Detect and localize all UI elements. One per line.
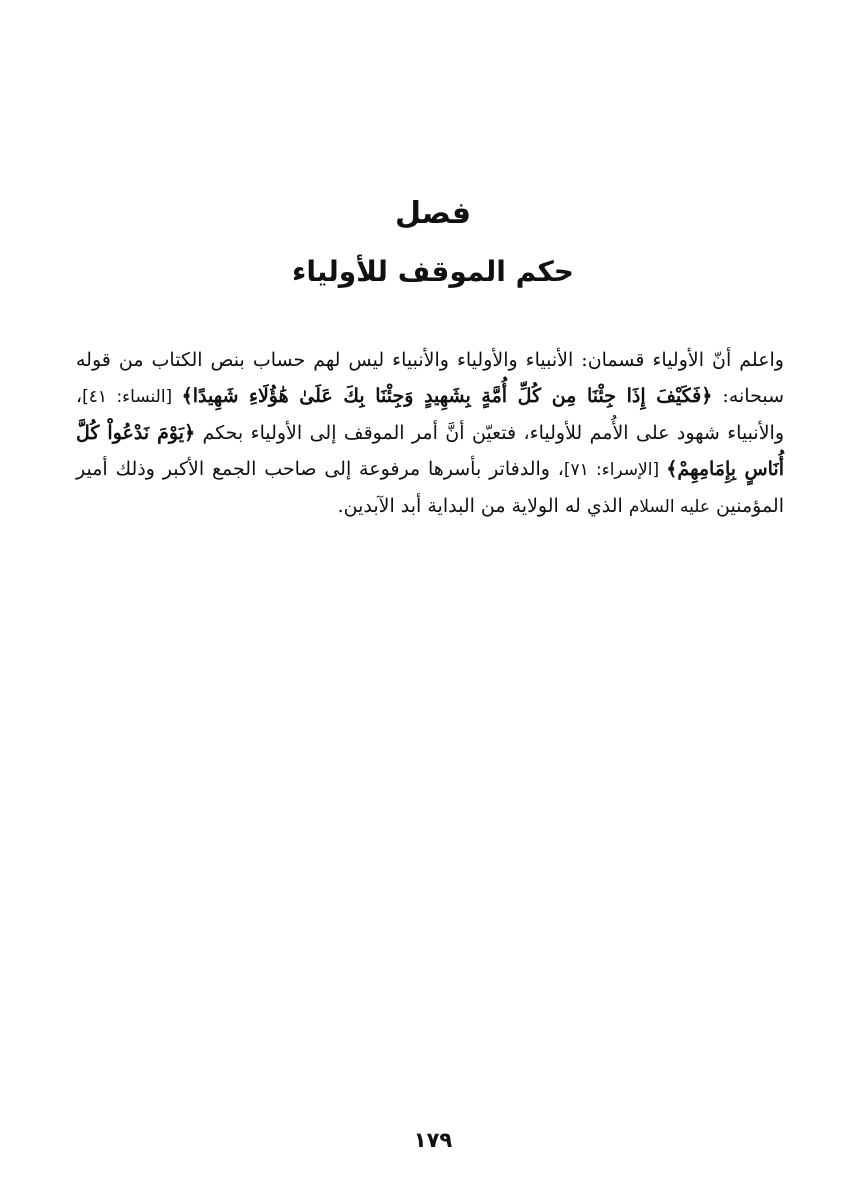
quran-verse-1: ﴿فَكَيْفَ إِذَا جِئْنَا مِن كُلِّ أُمَّةٍ بِشَهِيدٍ وَجِئْنَا بِكَ عَلَىٰ هَٰؤُلَاءِ شَهِيدًا﴾ [181, 385, 713, 407]
page-number: ١٧٩ [413, 1128, 453, 1152]
verse-reference-1: [النساء: ٤١] [82, 387, 182, 407]
verse-reference-2: [الإسراء: ٧١] [563, 460, 667, 480]
paragraph-text-4: الذي له الولاية من البداية أبد الآبدين. [337, 495, 629, 517]
honorific-glyph: عليه السلام [628, 497, 710, 517]
paragraph-text-1: واعلم أنّ الأولياء قسمان: الأنبياء والأولياء والأنبياء ليس لهم حساب بنص الكتاب من قوله سبحانه: [76, 349, 785, 407]
section-label: فصل [395, 196, 471, 231]
body-paragraph [76, 342, 784, 525]
chapter-title: حكم الموقف للأولياء [292, 255, 574, 288]
paragraph-text-2: ، والأنبياء شهود على الأُمم للأولياء، فتعيّن أنَّ أمر الموقف إلى الأولياء بحكم [76, 385, 784, 444]
paragraph-text-3: ، والدفاتر بأسرها مرفوعة إلى صاحب الجمع الأكبر وذلك أمير المؤمنين [76, 458, 784, 517]
quran-verse-2: ﴿يَوْمَ نَدْعُواْ كُلَّ أُنَاسٍ بِإِمَامِهِمْ﴾ [76, 422, 784, 480]
